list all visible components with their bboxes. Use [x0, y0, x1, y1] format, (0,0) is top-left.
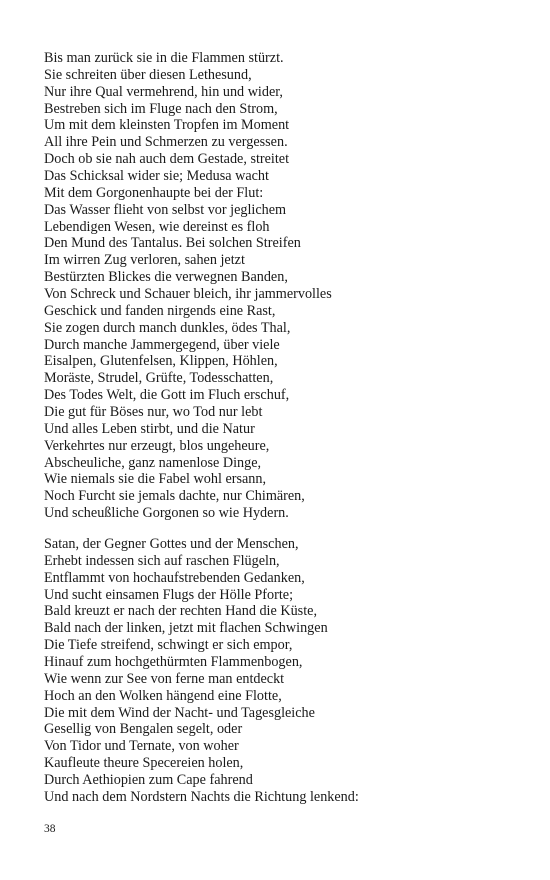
page-number: 38	[44, 823, 56, 835]
poem-line: Wie wenn zur See von ferne man entdeckt	[44, 670, 285, 687]
poem-line: Die mit dem Wind der Nacht- und Tagesgleiche	[44, 704, 315, 721]
poem-line: Um mit dem kleinsten Tropfen im Moment	[44, 117, 290, 134]
poem-line: Durch Aethiopien zum Cape fahrend	[44, 772, 253, 789]
poem-line: Moräste, Strudel, Grüfte, Todesschatten,	[44, 370, 274, 387]
poem-line: Bestreben sich im Fluge nach den Strom,	[44, 100, 278, 117]
poem-line: Von Tidor und Ternate, von woher	[44, 738, 239, 755]
poem-line: Und alles Leben stirbt, und die Natur	[44, 420, 255, 437]
poem-line: Und sucht einsamen Flugs der Hölle Pforte;	[44, 586, 294, 603]
poem-line: Wie niemals sie die Fabel wohl ersann,	[44, 471, 267, 488]
poem-line: Die Tiefe streifend, schwingt er sich empor,	[44, 637, 293, 654]
poem-line: Lebendigen Wesen, wie dereinst es floh	[44, 218, 270, 235]
poem-line: Das Schicksal wider sie; Medusa wacht	[44, 168, 269, 185]
poem-line: Hoch an den Wolken hängend eine Flotte,	[44, 687, 282, 704]
poem-line: Noch Furcht sie jemals dachte, nur Chimären,	[44, 488, 305, 505]
poem-line: Bald kreuzt er nach der rechten Hand die Küste,	[44, 603, 317, 620]
poem-line: Kaufleute theure Specereien holen,	[44, 755, 244, 772]
poem-line: Bis man zurück sie in die Flammen stürzt.	[44, 50, 284, 66]
poem-line: Von Schreck und Schauer bleich, ihr jammervolles	[44, 286, 332, 303]
poem-line: Geschick und fanden nirgends eine Rast,	[44, 302, 276, 319]
poem-line: Satan, der Gegner Gottes und der Menschen,	[44, 536, 299, 552]
poem-line: Sie schreiten über diesen Lethesund,	[44, 66, 252, 83]
poem-line: Doch ob sie nah auch dem Gestade, streitet	[44, 151, 290, 168]
poem-line: Hinauf zum hochgethürmten Flammenbogen,	[44, 654, 303, 671]
poem-line: Sie zogen durch manch dunkles, ödes Thal,	[44, 319, 291, 336]
stanza-2	[44, 536, 524, 806]
poem-line: Das Wasser flieht von selbst vor jeglichem	[44, 201, 287, 218]
poem-line: Im wirren Zug verloren, sahen jetzt	[44, 252, 245, 269]
poem-line: Mit dem Gorgonenhaupte bei der Flut:	[44, 184, 264, 201]
poem-line: Eisalpen, Glutenfelsen, Klippen, Höhlen,	[44, 353, 278, 370]
stanza-1	[44, 50, 524, 522]
poem-line: Entflammt von hochaufstrebenden Gedanken,	[44, 569, 305, 586]
poem-line: All ihre Pein und Schmerzen zu vergessen.	[44, 134, 288, 151]
poem-line: Nur ihre Qual vermehrend, hin und wider,	[44, 83, 283, 100]
poem-line: Und scheußliche Gorgonen so wie Hydern.	[44, 505, 289, 522]
poem-line: Durch manche Jammergegend, über viele	[44, 336, 280, 353]
poem-line: Und nach dem Nordstern Nachts die Richtung lenkend:	[44, 788, 359, 805]
poem-line: Bald nach der linken, jetzt mit flachen Schwingen	[44, 620, 328, 637]
poem-line: Gesellig von Bengalen segelt, oder	[44, 721, 243, 738]
poem-line: Abscheuliche, ganz namenlose Dinge,	[44, 454, 262, 471]
poem-line: Die gut für Böses nur, wo Tod nur lebt	[44, 404, 263, 421]
poem-line: Den Mund des Tantalus. Bei solchen Streifen	[44, 235, 301, 252]
poem-line: Verkehrtes nur erzeugt, blos ungeheure,	[44, 437, 270, 454]
poem-line: Erhebt indessen sich auf raschen Flügeln,	[44, 552, 280, 569]
poem-line: Des Todes Welt, die Gott im Fluch erschuf,	[44, 387, 290, 404]
poem-line: Bestürzten Blickes die verwegnen Banden,	[44, 269, 288, 286]
